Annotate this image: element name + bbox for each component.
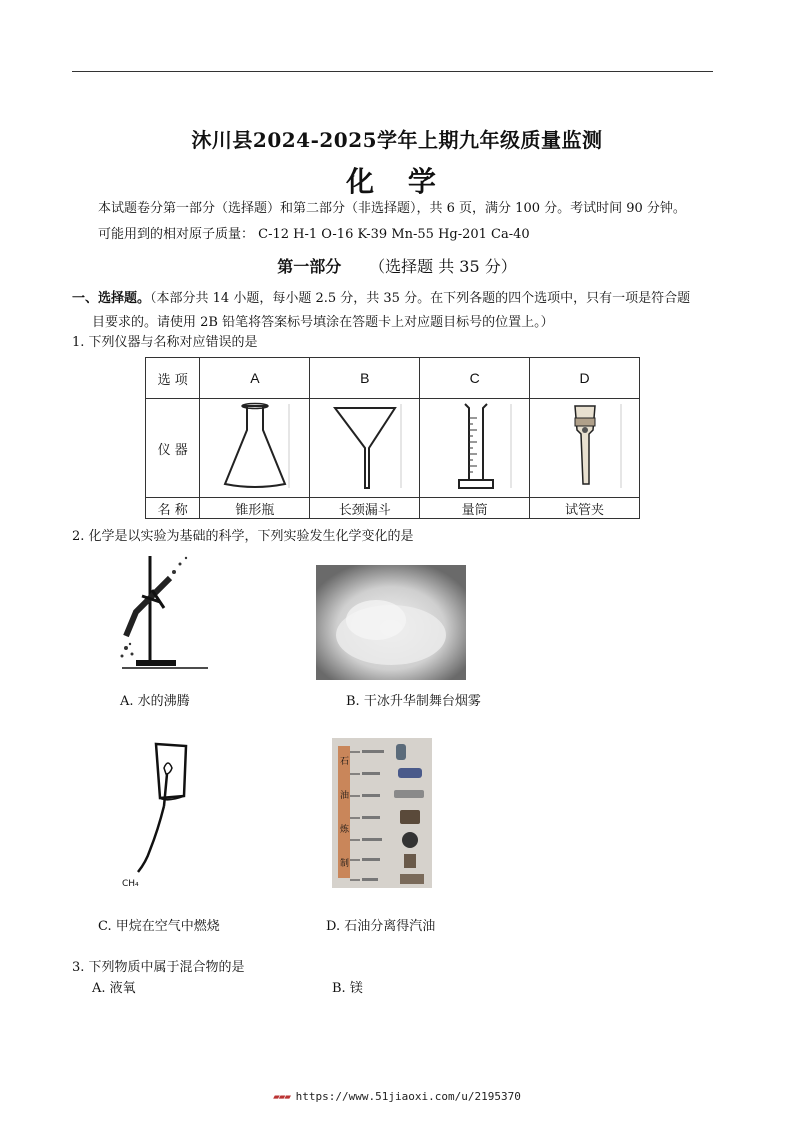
q2-option-a: A. 水的沸腾	[120, 694, 190, 709]
intro-line-2: 可能用到的相对原子质量： C-12 H-1 O-16 K-39 Mn-55 Hg-201 Ca-40	[98, 227, 530, 242]
q1-table	[145, 357, 640, 519]
name-c: 量筒	[420, 498, 530, 519]
q2-option-c: C. 甲烷在空气中燃烧	[98, 919, 220, 934]
water-boiling-apparatus-image	[112, 552, 212, 672]
petroleum-refining-image	[332, 738, 432, 888]
q3-option-a: A. 液氧	[92, 981, 136, 996]
petroleum-char: 石	[340, 757, 350, 767]
funnel-cell	[310, 399, 420, 498]
q2-option-b: B. 干冰升华制舞台烟雾	[346, 694, 481, 709]
table-row	[146, 358, 640, 399]
footer-url-text[interactable]: https://www.51jiaoxi.com/u/2195370	[295, 1090, 521, 1103]
conical-flask-icon	[215, 400, 295, 492]
watermark-logo-icon: ▰▰▰	[273, 1090, 296, 1103]
ch4-label: CH₄	[122, 879, 139, 889]
conical-flask-cell	[200, 399, 310, 498]
q2-option-d: D. 石油分离得汽油	[326, 919, 436, 934]
section-1-desc-1: （本部分共 14 小题，每小题 2.5 分，共 35 分。在下列各题的四个选项中，只有一项是符合题	[150, 291, 691, 306]
intro-line-1: 本试题卷分第一部分（选择题）和第二部分（非选择题），共 6 页，满分 100 分。考试时间 90 分钟。	[98, 201, 686, 216]
petroleum-char: 炼	[340, 825, 350, 835]
option-a: A	[200, 358, 310, 399]
row-label-name: 名 称	[146, 498, 200, 519]
part-title: 第一部分	[277, 257, 342, 276]
dry-ice-fog-image	[316, 565, 466, 680]
option-d: D	[530, 358, 640, 399]
test-tube-clamp-icon	[545, 400, 625, 492]
petroleum-char: 制	[340, 859, 350, 869]
row-label-instrument: 仪 器	[146, 399, 200, 498]
q1-stem: 1. 下列仪器与名称对应错误的是	[72, 335, 258, 350]
top-rule	[72, 71, 713, 72]
test-tube-clamp-cell	[530, 399, 640, 498]
graduated-cylinder-icon	[435, 400, 515, 492]
methane-burning-image	[120, 740, 210, 890]
name-b: 长颈漏斗	[310, 498, 420, 519]
option-b: B	[310, 358, 420, 399]
q3-stem: 3. 下列物质中属于混合物的是	[72, 960, 245, 975]
part-subtitle: （选择题 共 35 分）	[369, 257, 517, 276]
name-d: 试管夹	[530, 498, 640, 519]
footer-url[interactable]	[0, 1090, 794, 1103]
table-row	[146, 498, 640, 519]
graduated-cylinder-cell	[420, 399, 530, 498]
section-1-heading: 一、选择题。	[72, 291, 151, 306]
petroleum-char: 油	[340, 791, 350, 801]
option-c: C	[420, 358, 530, 399]
exam-title: 沐川县2024-2025学年上期九年级质量监测	[191, 128, 603, 152]
q2-stem: 2. 化学是以实验为基础的科学，下列实验发生化学变化的是	[72, 529, 414, 544]
part-heading	[0, 254, 794, 277]
q3-option-b: B. 镁	[332, 981, 363, 996]
subject-title: 化 学	[346, 165, 448, 198]
funnel-icon	[325, 400, 405, 492]
table-row	[146, 399, 640, 498]
section-1-desc-2: 目要求的。请使用 2B 铅笔将答案标号填涂在答题卡上对应题目标号的位置上。）	[92, 315, 554, 330]
row-label-option: 选 项	[146, 358, 200, 399]
name-a: 锥形瓶	[200, 498, 310, 519]
section-1-line-1	[72, 290, 690, 308]
